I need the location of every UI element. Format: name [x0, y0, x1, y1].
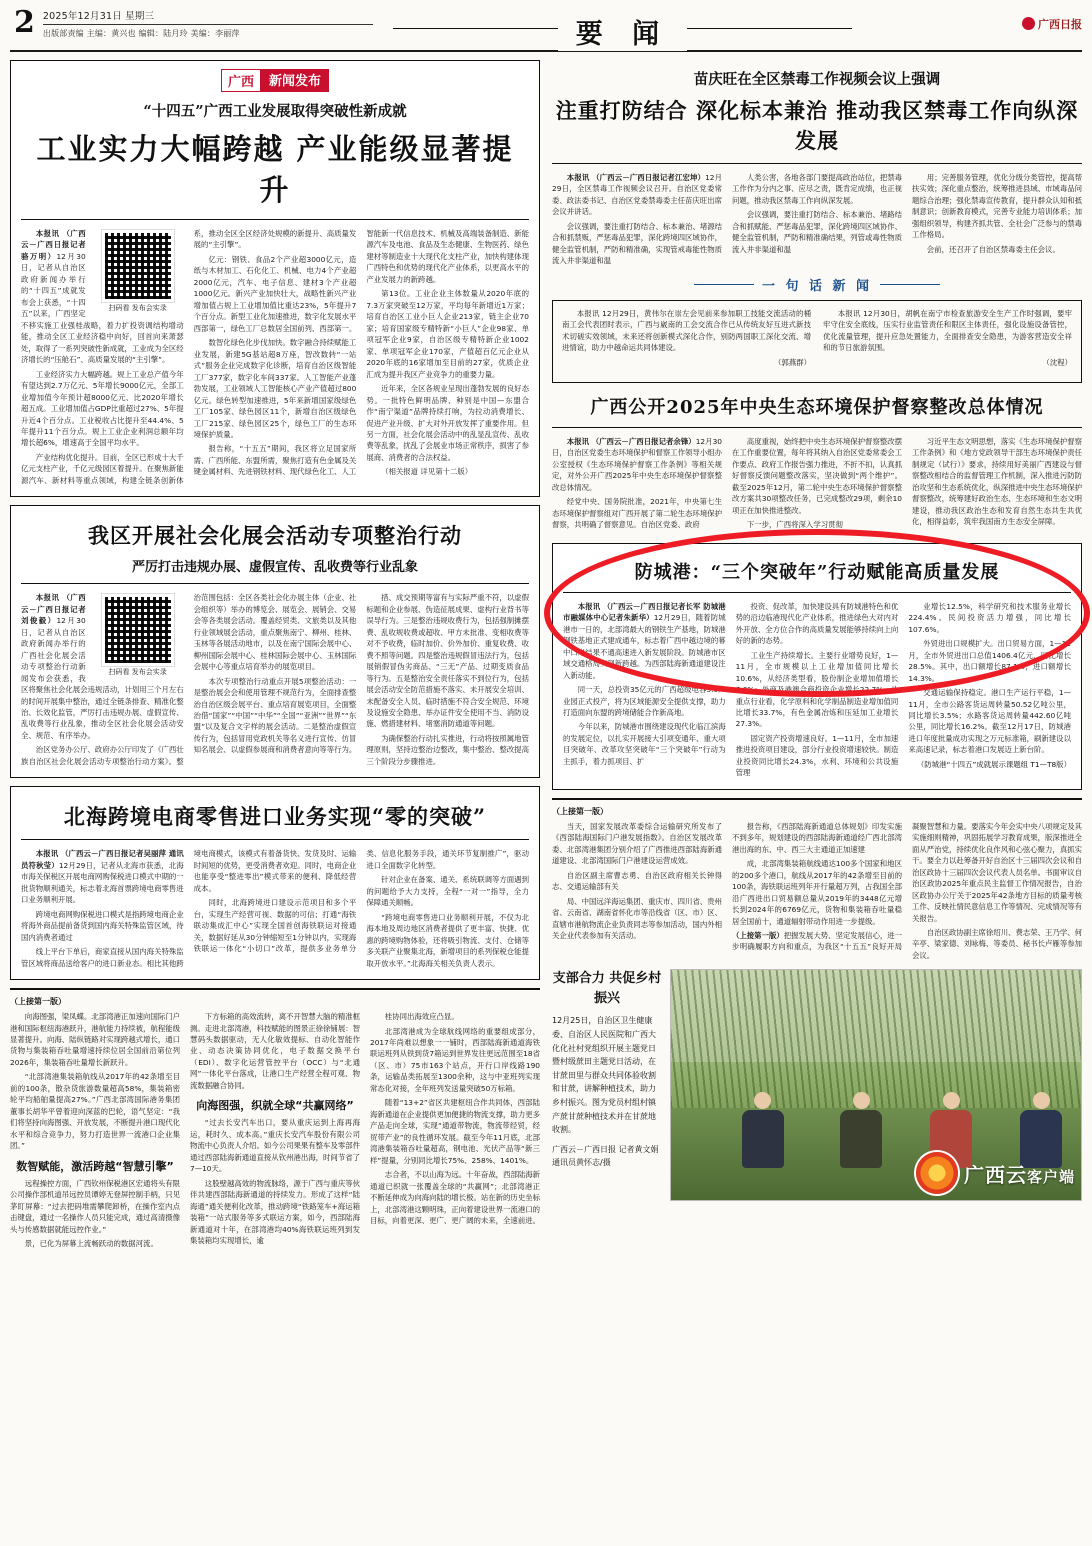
continuation-label: （上接第一版）	[10, 997, 66, 1007]
article-body	[21, 592, 529, 767]
continuation-body	[10, 1011, 540, 1249]
brand-label: 广西日报	[1038, 18, 1082, 31]
continuation-body	[552, 821, 1082, 962]
oneline-item: 本报讯 12月30日，胡帆在南宁市检查旅游安全生产工作时强调，要牢牢守住安全底线，压实行业监管责任和限区主体责任，强化设施设备管控，优化流量管理，提升应急处置能力，全面排查安全隐患，为游客营造安全祥和的节日旅游氛围。	[823, 308, 1072, 353]
continuation-right	[552, 798, 1082, 962]
person-torso	[840, 1110, 882, 1168]
continuation-left	[10, 988, 540, 1249]
paragraph: 同一天，总投资35亿元的广西超级电容5.0产业园正式投产，将为区域能源安全提供支撑，助力打造面向东盟的跨境储能合作新高地。	[563, 685, 726, 717]
photo-caption-title: 支部合力 共促乡村振兴	[552, 971, 662, 1006]
article-kicker: 苗庆旺在全区禁毒工作视频会议上强调	[693, 71, 941, 88]
page-number: 2	[14, 5, 35, 40]
rule-left	[694, 284, 754, 285]
paragraph: 桂协同出海效应凸显。	[384, 1012, 459, 1022]
paragraph: 当天，国家发展改革委综合运输研究所发布了《西部陆海国际门户港发展指数》。自治区发展改革委、北部湾港集团分别介绍了广西推进西部陆海新通道建设、北部湾国际门户港建设运营成效。	[552, 821, 722, 866]
oneline-item: 本报讯 12月29日，黄伟尔在崇左会见前来参加职工技能交流活动的桶南工会代表团时表示，广西与崴南的工会交流合作已从传统友好互进式新技术切磋实效领域，未来还将创新模式深化合作，别防两国职工深化交流、增进情谊，助力中越命运共同体建设。	[562, 308, 811, 353]
tag-news-release: 新闻发布	[261, 69, 329, 92]
paragraph: 同时，北海跨境进口建设示范项目和多个平台，实现生产经营可视、数据的可信；打通“海铁联动集成汇中心”实现全国首创海铁联运对接通关，数据好延从30分钟缩短至1分钟以内，实现海铁联运一体化“小切口”改革，提供多业务单分类、信息化服务手段，通关环节复制推广”，驱动进口全面数字化转型。	[193, 849, 529, 954]
paragraph: 外贸进出口规模扩大。出口贸易方面，1—11月，全市外贸进出口总值1406.4亿元，同比增长28.5%。其中，出口额增长87.1%，进口额增长14.3%。	[908, 639, 1071, 683]
paragraph: 下一步，广西将深入学习贯彻	[746, 520, 843, 530]
paragraph: 远程操控方面，广西钦州保税港区宏通将头有限公司操作部机道吊远控员谭婷无登屏控制手柄，只见茅盯屏幕：“过去把码堆需攀爬卸桥，在操作室内点击键盘，通过一名操作人员只能完成，通过高清摄像头与传感数据就能远控作业。”	[10, 1178, 181, 1234]
paragraph: 经党中央、国务院批准，2021年，中央第七生态环境保护督察组对广西开展了第二轮生态环境保护督察，共明确了督察意见。自治区党委、政府	[552, 497, 722, 530]
editorial-staff: 出版部责编 主编：黄兴也 编辑：陆月玲 美编：李丽萍	[42, 29, 240, 38]
rule-right	[880, 284, 940, 285]
paragraph: 成，北部湾集装箱航线通达100多个国家和地区的200多个港口，航线从2017年的42条增至目前的100条，海铁联运班列年开行量超万列，占我国全部沿广西进出口贸易额总量从2019年的3448亿元增长到2024年的6769亿元，货物和集装箱吞吐量稳居全国前十，通道辐射带动作用进一步提级。	[732, 859, 902, 926]
oneline-news-box	[552, 300, 1082, 383]
paragraph: 12月29日，记者从北海市获悉，北海市海关保税区开展电商网购保税进口模式中期的一批货物顺利通关，标志着北海首票跨境电商零售进口业务顺利开展。	[21, 860, 184, 905]
byline: 本报讯 （广西云－广西日报记者余锋）	[566, 437, 696, 447]
paragraph: 报告称，《西部陆海新通道总体规划》印发实施不到多年，规划建设的西部陆海新通道经广西北部湾港出海的东、中、西三大主通道正加速建	[732, 821, 902, 854]
divider	[21, 583, 529, 584]
paragraph: 把握发展大势、坚定发展信心，进一步明确履职方向和重点，为我区“十五五”良好开局凝聚智慧和力量。要落实今年会实中央八项规定及其实施细则精神，巩固拓展学习教育成果，版深推进全面从严治党，持续优化良作风和心弦心聚力，真抓实干。要全力以赴筹备开好自治区十三届四次会议和自治区政协十三届四次会议代表人员名单。书面审议自治区政协2025年重点民主监督工作情况报告，自治区政协办公厅关于2025年42条地方目标的质量考核工作、反映社情民意信息工作等情况、完成情况等有关报告。	[732, 821, 1082, 952]
right-column	[552, 60, 1082, 1249]
article-headline: 防城港：“三个突破年”行动赋能高质量发展	[634, 561, 1000, 583]
paragraph: 固定资产投资增速良好。1—11月，全市加速推进投资项目建设，部分行业投资增速较快。制造业投资同比增长24.3%，水利、环境和公共设施管理	[735, 733, 899, 778]
person-head	[853, 1092, 870, 1109]
paragraph: 线上平台下单后，商家直接从国内海关特殊监管区域将商品送给客户的进口新业态。相比其他跨境电商模式，该模式有着备货快、发货及时、运输时间短的优势，更受消费者欢迎。同时，电商企业也能享受“整进零出”模式带来的便利、降低经营成本。	[21, 849, 357, 968]
watermark-sub: 客户端	[1026, 1167, 1075, 1186]
watermark-brand	[916, 1152, 1075, 1194]
article-headline: 北海跨境电商零售进口业务实现“零的突破”	[63, 804, 487, 830]
related-report-note: （相关报道 详见第十二版）	[381, 467, 473, 477]
article-exhibition-rectification	[10, 505, 540, 778]
divider	[21, 219, 529, 220]
paragraph: 数智化绿色化步伐加快。数字融合持续赋能工业发展，新建5G基站超8万座，智改数转“一站式”服务企业完成数字化诊断，培育自治区级智能工厂377家，数字化车间337家。人工智能产业蓬勃发展，工业领域人工智能核心产业产值超过800亿元。绿色转型加速推进，5年来新增国家级绿色工厂105家、绿色园区11个，新增自治区级绿色工厂215家、绿色园区25个，绿色工厂的生态环境保护质量。	[193, 338, 357, 439]
byline: 本报讯 （广西云－广西日报记者刘俊毅）	[21, 593, 86, 626]
qr-caption: 扫码看 发布会实录	[108, 668, 167, 677]
article-subhead: 严厉打击违规办展、虚假宣传、乱收费等行业乱象	[131, 560, 418, 576]
paragraph: 这股壁越高效的物流脉络，源于广西与重庆等伙伴共建西部陆海新通道的持续发力。形成了这样“陆海通”通关便利化改革，推动跨境“铁路笼车+海运箱装箱”一站式服务等多式联运方案，如今，西部陆海新通道对十年，在部湾港均40%海铁联运班列到发集装箱均实现增长，逾	[190, 1178, 361, 1245]
release-tag	[21, 69, 529, 92]
oneline-news-label: 一 句 话 新 闻	[761, 278, 873, 294]
article-industry-development	[10, 60, 540, 497]
person-head	[754, 1092, 771, 1109]
paragraph: 近年来，全区各规业呈现出蓬勃发展的良好态势。一批特色鲜明品牌、种别是中国—东盟合作“南宁渠道”品牌持续打响，为拉动消费增长、促进产业升级、扩大对外开放发挥了重要作用。但另一方面，社会化展会活动中的乱显乱宣传、乱收费等乱象，扰乱了会展业市场正常秩序，损害了参展商、消费者的合法权益。	[366, 384, 529, 462]
paragraph: 自治区副主席曹志勇、自治区政府相关长钟得志、交通运输部有关	[552, 870, 722, 892]
photo-image	[670, 969, 1082, 1201]
paragraph: 本次专项整治行动重点开展5项整治活动：一是整治展会会和使用管理不规范行为，全面排查整治自治区级会展平台、重点培育展览项目，全面整治借“国家”“中国”“中华”“全国”“亚洲”“世界”“东盟”以及复合文字样的展会活动。二是整治虚假宣传行为，包括冒用党政机关等名义进行宣传、仿冒知名展会、以虚假参展商和消费者意向等等行为。	[193, 676, 357, 755]
divider	[21, 839, 529, 840]
byline: 本报讯 （广西云－广西日报记者吴丽萍 通讯员符秋莹）	[21, 849, 184, 870]
photo-caption-block	[552, 969, 662, 1201]
paragraph: 亿元：钢铁、食品2个产业超3000亿元，造纸与木材加工、石化化工、机械、电力4个产业超2000亿元，汽车、电子信息、建材3个产业超1000亿元。新兴产业加快壮大，战略性新兴产业增加值占规上工业增加值比重达23%，5年提升7个百分点。新型工业化加速推进，数字化发展水平西部第一，绿色工厂总数居全国前列、西部第一。	[193, 254, 357, 333]
paragraph: 工业经济实力大幅跨越。规上工业总产值今年有望达到2.7万亿元、5年增长9000亿元，全部工业增加值今年预计超8000亿元、比2020年增长超五成。工业增加值占GDP比重超过27%、5年提升近4个百分点。工业税收占比提升至44.4%、5年提升11个百分点。规上工业企业利润总额年均增长超6%，增速高于全国平均水平。	[21, 369, 184, 448]
publish-date: 2025年12月31日 星期三	[43, 8, 373, 25]
qr-block	[92, 594, 184, 677]
article-body	[552, 172, 1082, 267]
qr-code-icon	[102, 594, 174, 666]
paragraph: 第13位。工业企业主体数量从2020年底的7.3万家突破至12万家，平均每年新增近1万家；培育自治区工业小巨人企业213家，链主企业70家；培育国家级专精特新“小巨人”企业98家、单项冠军企业9家，自治区级专精特新企业1002家、单项冠军企业170家，产值超百亿元企业从2020年底的16家增加至目前的27家，优质企业汇成为提升我区产业竞争力的重要力量。	[366, 289, 529, 379]
watermark-main: 广西云	[963, 1162, 1027, 1187]
paragraph: 工业生产持续增长。主要行业增势良好，1—11月，全市规模以上工业增加值同比增长10.6%，从经济类型看，股份制企业增加值增长6.0%；外商及港澳合商投资企业增长22.7%。从重点行业看，化学原料和化学制品制造业增加值同比增长33.7%，有色金属冶炼和压延加工业增长27.3%。	[735, 650, 899, 729]
paragraph: 会议强调，要注重打防结合、标本兼治、堵路结合和抓赋能、严惩毒品犯罪，深化跨境四区域协作、健全监管机制，严防和精准确结果，列管或毒性物质流入井非渠道和温	[732, 210, 903, 254]
continuation-label: （上接第一版）	[552, 806, 608, 816]
paragraph: 12月29日，随着防城港市一日的，北部湾最大的钢铁生产基地，防城港钢铁基地正式建成通车，标志着广西中越边境的幕中口岸结果不通高速进入新发展阶段。防城港市区域交通格局实现新跨越。为西部陆海新通道建设注入新动能。	[563, 613, 726, 680]
paragraph: 措、成交预期等富有与实际严重不符，以虚假标题和企业参展、伪造征展成果、虚构行业背书等误导行为。三是整治违规收费行为，包括强制摊摆费、乱收规收费或超收、甲方未批准、变相收费等对不予收费，临时加价、价外加价、重复收费、收费不照等问题。四是整治违规假冒违法行为，包括展销假冒伪劣商品、“三无”产品、过期变质食品等行为。五是整治安全责任落实不到位行为，包括展会活动安全防范措施不落实、未开展安全培训、未配备安全人员、临时措施不符合安全规范、环境及设施安全隐患、举办证件安全使用不当、消防设施、燃措建材料、堵塞消防通道等问题。	[366, 593, 529, 729]
paragraph: 自治区政协副主席徐绍川、费志荣、王乃学、何辛亭、梁家德、刘咏梅、等委员、秘书长卢雁等参加会议。	[912, 928, 1083, 960]
divider	[552, 427, 1082, 428]
qr-code-icon	[102, 230, 174, 302]
brand-logo-icon	[1022, 17, 1035, 30]
paragraph: 12月30日，自治区党委生态环境保护和督察工作领导小组办公室授权《生态环境保护督察工作条例》等相关规定，对外公开广西2025年中央生态环境保护督察整改总体情况。	[552, 437, 722, 492]
article-body	[21, 228, 529, 486]
continuation-subhead: 数智赋能，激活跨越“智慧引擎”	[16, 1159, 174, 1173]
oneline-news-section	[552, 275, 1082, 383]
oneline-items	[562, 308, 1072, 375]
person-torso	[742, 1110, 784, 1168]
photo-credit: 广西云－广西日报 记者黄文娟 通讯员黄怀志/摄	[552, 1144, 659, 1168]
article-body	[563, 601, 1071, 779]
divider	[552, 163, 1082, 164]
paragraph: 投资、促改革，加快建设具有防城港特色和优势的沿边临港现代化产业体系，推进绿色大对内对外开放、全方位合作的高质量发展能够持续向上向好的新的态势。	[735, 601, 899, 646]
paragraph: 用；完善服务管理，优化分级分类管控，提高帮扶实效；深化重点整治，统筹推进县域、市域毒品问题综合治理；强化禁毒宣传教育，提升群众认知和抵制意识；创新教育模式，完善专业能力培训体系；加强组织领导，构建齐抓共管、全社会广泛参与的禁毒工作格局。	[912, 173, 1083, 240]
article-body	[552, 436, 1082, 533]
continuation-label-2: （上接第一版）	[732, 931, 784, 941]
article-body	[21, 848, 529, 969]
paragraph: 人类公害，各地各部门要提高政治站位，把禁毒工作作为分内之事、应尽之责，既肯定成绩，也正视问题，推动我区禁毒工作向纵深发展。	[732, 173, 903, 205]
byline: 本报讯 （广西云－广西日报记者 骆万明）	[21, 229, 86, 261]
section-title-wrap	[373, 6, 872, 50]
oneline-item-sign: （郭燕群）	[774, 357, 811, 367]
article-headline: 注重打防结合 深化标本兼治 推动我区禁毒工作向纵深发展	[555, 98, 1079, 153]
article-kicker: “十四五”广西工业发展取得突破性新成就	[143, 103, 407, 120]
publication-brand	[872, 6, 1082, 32]
left-column	[10, 60, 540, 1249]
paragraph: 会议强调，要注重打防结合、标本兼治、堵源结合和抓禁贩，严惩毒品犯罪，深化跨境四区域协作，健全监管机制，严防和精准确，实现管戒毒能性物质流入井非渠道和温	[552, 221, 723, 266]
article-antidrug-meeting	[552, 68, 1082, 267]
continuation-subhead: 向海图强，织就全球“共赢网络”	[196, 1099, 354, 1113]
paragraph: “跨境电商零售进口业务顺利开展，不仅为北海本地及周边地区消费者提供了更丰富、快捷、优惠的跨境购物体验，还将吸引物流、支付、仓储等多关联产业聚集北海，新增项目的系列保税仓能提取开放水平。”北海海关相关负责人表示。	[366, 912, 529, 968]
paragraph: 治区党务办公厅、政府办公厅印发了《广西壮族自治区社会化展会活动专项整治行动方案》。整治范围包括：全区各类社会化办展主体（企业、社会组织等）举办的博览会、展览会、展销会、交易会等各类展会活动。覆盖经贸类、文旅类以及其他行业领域展会活动，重点聚焦南宁、柳州、桂林、玉林等各展活动地市，以及在南宁国际会展中心、柳州国际会展中心、桂林国际会展中心、玉林国际会展中心等重点培育举办的展览项目。	[21, 593, 357, 766]
paragraph: “过去长安汽车出口，要从重庆运到上海再海运，耗时久、成本高。”重庆长安汽车股份有限公司物流中心负责人介绍。如今公司果果有整车及零部件通过西部陆海新通道直接从钦州港出海，时间节省了7—10天。	[190, 1118, 360, 1174]
paragraph: 跨境电商网购保税进口模式是指跨境电商企业将海外商品提前备货到国内海关特殊监管区域，待国内消费者通过	[21, 909, 184, 942]
photo-feature	[552, 969, 1082, 1201]
article-eco-inspection	[552, 393, 1082, 533]
person-head	[1033, 1092, 1050, 1109]
article-headline: 我区开展社会化展会活动专项整治行动	[88, 523, 462, 549]
paragraph: 会前，还召开了自治区禁毒委主任会议。	[926, 244, 1060, 254]
paragraph: 为确保整治行动扎实推进，行动将按照属地管理原则，坚持边整治边整改，集中整治、整改提高三个阶段分步骤推进。	[366, 733, 529, 766]
watermark-text	[964, 1159, 1075, 1188]
paragraph: 习近平生态文明思想，落实《生态环境保护督察工作条例》和《地方党政领导干部生态环境保护责任制规定（试行）》要求，持续用好美丽广西建设与督察整改相结合的监督管理工作机制，深入推进污防防治攻坚和生态系统优化，纵深推进中央生态环境保护督察整改，统筹建好政治生态、生态环境和生态文明建设，推动我区政治生态和发育自然生态共生共优化，相得益彰，筑牢我国南方生态安全屏障。	[912, 437, 1083, 527]
paragraph: 向海图强，梁凤蝶。北部湾港正加速向国际门户港和国际枢纽海港跃升，港航能力持续被，航程能级显著提升。向海、陆纵链路对实现跨越式增长，通口货物与集装箱吞吐量增速持续位居全国前沿第位列2026年，集装箱吞吐量增长新跃升。	[10, 1012, 181, 1067]
paragraph: 下方标箱的高效流转，离不开智慧大脑的精准框测。走进北部湾港，科技赋能的图景正徐徐铺展：智慧码头数据驱动，无人化敏效提标、自动化智能作业、动态决策协同优化，电子数据交换平台（EDI）、数字化运营管控平台（OCC）与“北通网”一体化平台落成，让港口生产经营全程可观、物流数据融合协同。	[190, 1012, 361, 1090]
byline: 本报讯 （广西云－广西日报记者江宏坤）	[566, 173, 706, 182]
paragraph: 产业结构优化提升。目前，全区已形成十大千亿元支柱产业，千亿元级园区着提升。在聚焦新能源汽车、新材料等重点领域，构建全链条创新体系，推动全区全区经济处规模的新提升、高质量发展的“主引擎”。	[21, 229, 357, 485]
article-headline: 工业实力大幅跨越 产业能级显著提升	[36, 132, 514, 207]
paragraph: 业增长12.5%，科学研究和技术服务业增长224.4%。民间投资活力增强，同比增长107.6%。	[908, 601, 1071, 634]
oneline-item-sign: （沈程）	[1042, 357, 1072, 367]
section-title: 要 闻	[558, 12, 687, 51]
paragraph: 报告称，“十五五”期间，我区将立足国家所需、广西所能、东盟所需，聚焦打造有色金属及关键金属材料、先进钢铁材料、现代绿色化工、人工智能新一代信息技术、机械及高端装备制造、新能源汽车及电池、食品及生态健康、生物医药、绿色建材等制造业十大现代化支柱产业，加快构建体现广西特色和优势的现代化产业体系，以更高水平的产业发展力的新跨越。	[193, 229, 529, 477]
qr-caption: 扫码看 发布会实录	[108, 304, 167, 312]
paragraph: 高度重视，始终把中央生态环境保护督察整改摆在工作重要位置，每年将其纳入自治区党委常委会工作要点、政府工作报告强力推进，不折不扣，认真抓好督察反馈问题整改落实，坚决做到“两个维护”。截至2025年12月，第二轮中央生态环境保护督察整改方案共30项整改任务，已完成整改29项，剩余10项正在加快推进整改。	[732, 437, 903, 515]
photo-caption-text: 12月25日，自治区卫生健康委、自治区人民医院和广西大化化社村党组织开展主题党日暨村级蔗田主题党日活动，在甘蔗田里与群众共同体验收割和甘蔗，讲解种植技术，助力乡村振兴。图为党员村组村镇产蔗甘蔗种植技术并在甘蔗地收割。	[552, 1016, 656, 1135]
paragraph: 北部湾港成为全球航线网络的重要组成部分，2017年尚难以想象一一铺时，西部陆海新通道海铁联运班列从铁到货7箱运到世界发往更远范围至18省（区、市）75市163个站点，开行口岸线路190条，运输品类拓展至1300余种，这与中亚班列实现常态化对接，全年班列发送量突破50万标箱。	[370, 1026, 540, 1093]
paragraph: 局、中国远洋海运集团、重庆市、四川省、贵州省、云南省、湖南省怀化市等沿线省（区、市）区、直辖市港航物流企业负责同志等参加活动，国内外相关企业代表参加有关活动。	[552, 896, 723, 941]
byline: 本报讯 （广西云－广西日报记者长军 防城港市融媒体中心记者朱新华）	[563, 601, 726, 623]
person-head	[943, 1092, 960, 1109]
tag-region: 广西	[221, 69, 261, 92]
qr-block	[92, 230, 184, 313]
person-figure	[835, 1092, 887, 1168]
article-beihai-ecommerce	[10, 786, 540, 980]
paragraph: 志合者，不以山海为远。十年奋战，西部陆海新通道已织就一张覆盖全球的“共赢网”；北部湾港正不断延伸成为向海向陆的增长极。站在新的历史坐标上，北部湾港这颗明珠，正向着建设世界一流港口的目标，向着更深、更广、更广阔的未来，全速前进。	[370, 1170, 541, 1225]
paragraph: 针对企业在备案、通关、系统联调等方面遇到的问题给予大力支持，全程“一对一”指导，全力保障通关顺畅。	[366, 875, 529, 908]
paragraph: 景，已化为屏幕上流畅跃动的数据河流。	[24, 1239, 158, 1248]
paragraph: 12月29日，全区禁毒工作视频会议召开。自治区党委常委、政法委书记、自治区党委禁毒委主任苗庆旺出席会议并讲话。	[552, 173, 722, 217]
paragraph: 交通运输保持稳定。港口生产运行平稳，1—11月，全市公路客货运周转量50.52亿吨公里，同比增长3.5%；水路客货运周转量442.60亿吨公里，同比增长16.2%。截至12月17日，防城港进口年度批量成功实现之万元标准箱，刷新建设以来高速记录，标志着港口发展迈上新台阶。	[908, 688, 1071, 755]
oneline-news-title	[552, 275, 1082, 294]
masthead	[10, 6, 1082, 52]
article-credit: （防城港“十四五”成就展示课题组 T1—T8版）	[916, 759, 1071, 769]
person-figure	[737, 1092, 789, 1168]
paragraph: 12月30日，记者从自治区政府新闻办举行的“十四五”成就发布会上获悉，“十四五”以来，广西坚定不移实施工业强桂战略，着力扩投资调结构增动能，推动全区工业经济稳中向好，回首向来萧瑟处，取得了一系列突破性新成就，工业成为全区经济增长的“压舱石”、高质量发展的“主引擎”。	[21, 251, 184, 365]
article-fangchenggang-highlight	[552, 543, 1082, 790]
divider	[563, 592, 1071, 593]
paragraph: 今年以来，防城港市围绕建设现代化临江滨海的发展定位，以扎实开展接大引项变通年、重大项目突破年、改革攻坚突破年“三个突破年”行动为主抓手，着力抓项目、扩	[563, 722, 726, 766]
paragraph: 随着“13+2”省区共建枢纽合作共同体，西部陆海新通道在企业提供更加便捷的物流支撑，助力更多产品走向全球，实现“通道带物流，物流带经贸，经贸带产业”的良性循环发展。截至今年11月底，北部湾港集装箱吞吐量超高，钢电池、光伏产品等“新三样”提量，分别同比增长75%、258%、1401%。	[370, 1098, 540, 1165]
guangxi-cloud-logo-icon	[916, 1152, 958, 1194]
paragraph: 12月30日，记者从自治区政府新闻办举行的广西社会化展会活动专项整治行动新闻发布会获悉，我区将聚焦社会化展会违规活动，计划用三个月左右的时间开展集中整治，通过全链条排查、精准化整治、长效化监管，严厉打击违规办展、虚假宣传、乱收费等行业乱象，推动全区社会化展会活动安全、规范、有序举办。	[21, 616, 184, 740]
article-headline: 广西公开2025年中央生态环境保护督察整改总体情况	[590, 397, 1044, 419]
paragraph: “北部湾港集装箱航线从2017年的42条增至目前的100条，散杂货旅游数量超高58%，集装箱密轮平均船舶量提高27%。”广西北部湾国际港务集团董事长胡华平曾着迎向深蓝的巴轮，语气坚定：“我们将坚持向海图强、开放发展，不断提升港口现代化水平和综合竞争力，努力打造世界一流港口企业集团。”	[10, 1072, 180, 1151]
